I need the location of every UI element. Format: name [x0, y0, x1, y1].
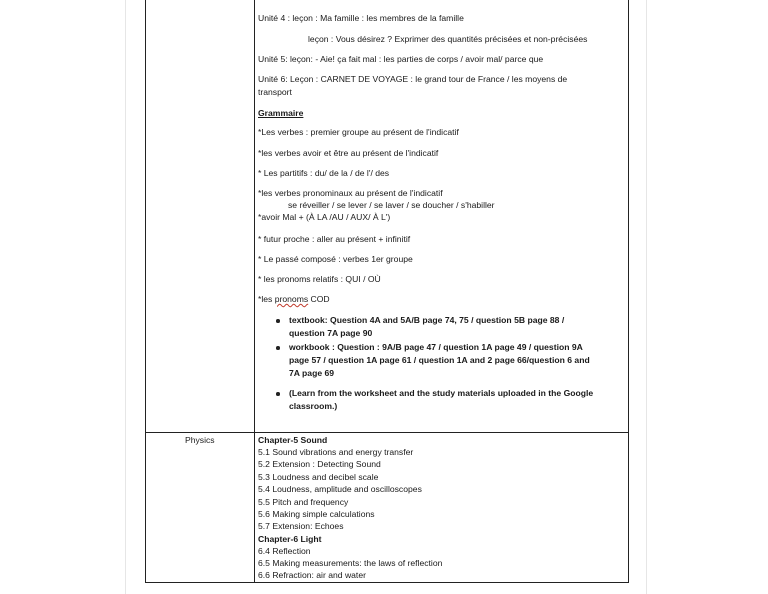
grammar-item-9-suffix: COD — [308, 294, 330, 304]
bullet-dot-2 — [276, 346, 280, 350]
document-page — [125, 0, 647, 594]
physics-item: 5.1 Sound vibrations and energy transfer — [258, 447, 414, 457]
row-divider — [145, 432, 629, 433]
unit6-title-line2: transport — [258, 87, 292, 97]
grammar-item-6: * futur proche : aller au présent + infinitif — [258, 234, 411, 244]
bullet-dot-1 — [276, 319, 280, 323]
physics-item: 6.4 Reflection — [258, 546, 311, 556]
bullet-1-line-2: question 7A page 90 — [289, 328, 373, 338]
physics-item: 5.5 Pitch and frequency — [258, 497, 349, 507]
unit4-lesson2: leçon : Vous désirez ? Exprimer des quantités précisées et non-précisées — [308, 34, 588, 44]
grammar-item-8: * les pronoms relatifs : QUI / OÙ — [258, 274, 381, 284]
unit6-title-line1: Unité 6: Leçon : CARNET DE VOYAGE : le grand tour de France / les moyens de — [258, 74, 568, 84]
physics-item: 5.4 Loudness, amplitude and oscilloscopes — [258, 484, 422, 494]
column-divider — [254, 0, 255, 583]
bullet-1-line-1: textbook: Question 4A and 5A/B page 74, 75 / question 5B page 88 / — [289, 315, 565, 325]
physics-item: Chapter-5 Sound — [258, 435, 328, 445]
grammar-item-9-prefix: *les — [258, 294, 275, 304]
table-bottom-border — [145, 582, 629, 583]
bullet-dot-3 — [276, 392, 280, 396]
table-left-border — [145, 0, 146, 583]
subject-physics: Physics — [185, 435, 215, 445]
physics-item: 6.6 Refraction: air and water — [258, 570, 366, 580]
bullet-3-line-2: classroom.) — [289, 401, 338, 411]
bullet-2-line-2: page 57 / question 1A page 61 / question 1A and 2 page 66/question 6 and — [289, 355, 590, 365]
grammar-item-5: *avoir Mal + (À LA /AU / AUX/ À L') — [258, 212, 391, 222]
grammar-item-2: *les verbes avoir et être au présent de l'indicatif — [258, 148, 439, 158]
grammar-item-1: *Les verbes : premier groupe au présent de l'indicatif — [258, 127, 459, 137]
bullet-3-line-1: (Learn from the worksheet and the study materials uploaded in the Google — [289, 388, 594, 398]
table-right-border — [628, 0, 629, 583]
physics-item: Chapter-6 Light — [258, 534, 322, 544]
grammar-item-4: *les verbes pronominaux au présent de l'indicatif — [258, 188, 443, 198]
physics-item: 5.2 Extension : Detecting Sound — [258, 459, 381, 469]
physics-item: 5.3 Loudness and decibel scale — [258, 472, 379, 482]
grammar-item-7: * Le passé composé : verbes 1er groupe — [258, 254, 413, 264]
grammar-item-4-sub: se réveiller / se lever / se laver / se doucher / s'habiller — [288, 200, 495, 210]
physics-item: 6.5 Making measurements: the laws of reflection — [258, 558, 443, 568]
physics-item: 5.7 Extension: Echoes — [258, 521, 344, 531]
grammar-heading: Grammaire — [258, 108, 304, 118]
unit4-title: Unité 4 : leçon : Ma famille : les membres de la famille — [258, 13, 464, 23]
bullet-2-line-1: workbook : Question : 9A/B page 47 / question 1A page 49 / question 9A — [289, 342, 583, 352]
grammar-item-9-word: pronoms — [274, 294, 309, 304]
grammar-item-3: * Les partitifs : du/ de la / de l'/ des — [258, 168, 390, 178]
unit5-title: Unité 5: leçon: - Aie! ça fait mal : les parties de corps / avoir mal/ parce que — [258, 54, 544, 64]
bullet-2-line-3: 7A page 69 — [289, 368, 335, 378]
physics-item: 5.6 Making simple calculations — [258, 509, 375, 519]
grammar-item-9 — [258, 294, 330, 305]
